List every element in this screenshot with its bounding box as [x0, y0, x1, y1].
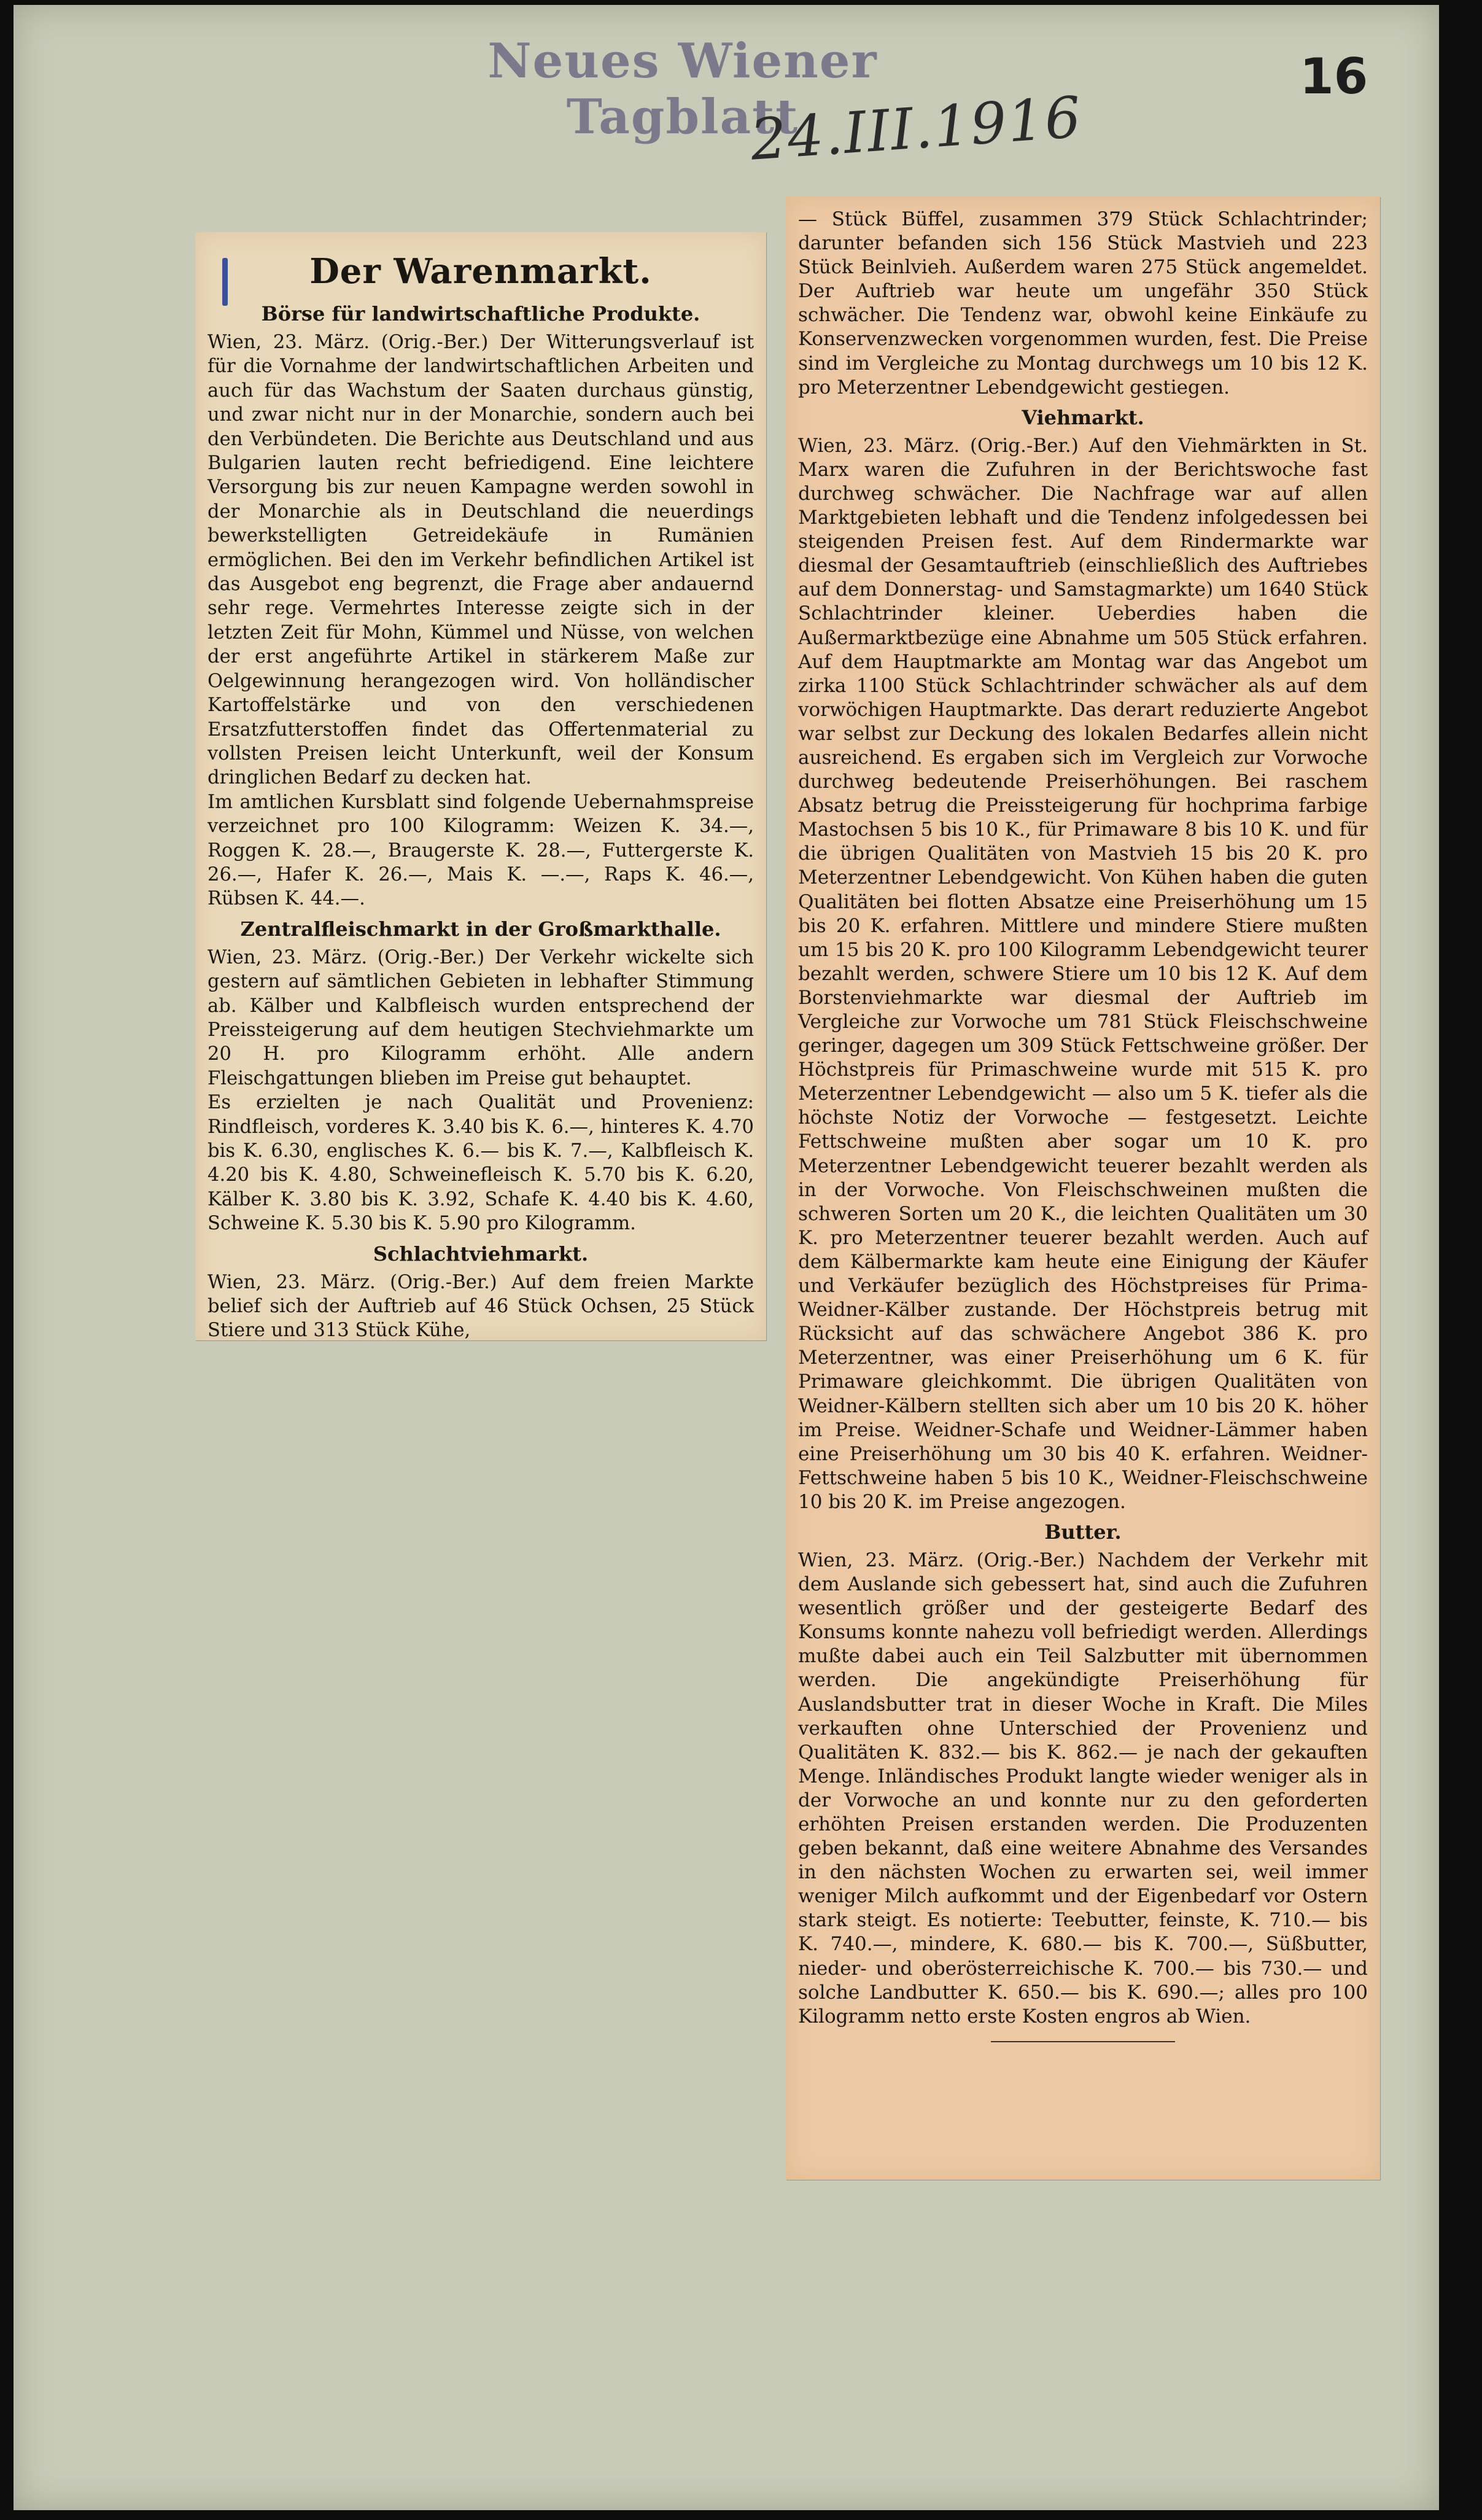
section-heading-butter: Butter. — [1044, 1520, 1122, 1544]
clipping-right — [786, 196, 1380, 2180]
paragraph-continuation: — Stück Büffel, zusammen 379 Stück Schlachtrinder; darunter befanden sich 156 Stück Mastvieh und 223 Stück Beinlvieh. Außerdem waren 275 Stück angemeldet. Der Auftrieb war heute um ungefähr 350 Stück schwächer. Die Tendenz war, obwohl keine Einkäufe zu Konservenzwecken vorgenommen wurden, fest. Die Preise sind im Vergleiche zu Montag durchwegs um 10 bis 12 K. pro Meterzentner Lebendgewicht gestiegen. — [798, 208, 1368, 399]
paragraph-butter: Wien, 23. März. (Orig.-Ber.) Nachdem der Verkehr mit dem Auslande sich gebessert hat, sind auch die Zufuhren wesentlich größer und der gesteigerte Bedarf des Konsums konnte nahezu voll befriedigt werden. Allerdings mußte dabei auch ein Teil Salzbutter mit übernommen werden. Die angekündigte Preiserhöhung für Auslandsbutter trat in dieser Woche in Kraft. Die Miles verkauften ohne Unterschied der Provenienz und Qualitäten K. 832.— bis K. 862.— je nach der gekauften Menge. Inländisches Produkt langte wieder weniger als in der Vorwoche an und konnte nur zu den geforderten erhöhten Preisen erstanden werden. Die Produzenten geben bekannt, daß eine weitere Abnahme des Versandes in den nächsten Wochen zu erwarten sei, weil immer weniger Milch aufkommt und der Eigenbedarf vor Ostern stark steigt. Es notierte: Teebutter, feinste, K. 710.— bis K. 740.—, mindere, K. 680.— bis K. 700.—, Süßbutter, nieder- und oberösterreichische K. 700.— bis 730.— und solche Landbutter K. 650.— bis K. 690.—; alles pro 100 Kilogramm netto erste Kosten engros ab Wien. — [798, 1549, 1368, 2028]
newspaper-stamp: Neues Wiener Tagblatt — [487, 33, 878, 145]
page-number: 16 — [1300, 48, 1368, 105]
paragraph-viehmarkt: Wien, 23. März. (Orig.-Ber.) Auf den Viehmärkten in St. Marx waren die Zufuhren in der Berichtswoche fast durchweg schwächer. Die Nachfrage war auf allen Marktgebieten lebhaft und die Tendenz infolgedessen bei steigenden Preisen fest. Auf dem Rindermarkte war diesmal der Gesamtauftrieb (einschließlich des Auftriebes auf dem Donnerstag- und Samstagmarkte) um 1640 Stück Schlachtrinder kleiner. Ueberdies haben die Außermarktbezüge eine Abnahme um 505 Stück erfahren. Auf dem Hauptmarkte am Montag war das Angebot um zirka 1100 Stück Schlachtrinder schwächer als auf dem vorwöchigen Hauptmarkte. Das derart reduzierte Angebot war selbst zur Deckung des lokalen Bedarfes allein nicht ausreichend. Es ergaben sich im Vergleich zur Vorwoche durchweg bedeutende Preiserhöhungen. Bei raschem Absatz betrug die Preissteigerung für hochprima farbige Mastochsen 5 bis 10 K., für Primaware 8 bis 10 K. und für die übrigen Qualitäten von Mastvieh 15 bis 20 K. pro Meterzentner Lebendgewicht. Von Kühen haben die guten Qualitäten bei flotten Absatze eine Preiserhöhung um 15 bis 20 K. erfahren. Mittlere und mindere Stiere mußten um 15 bis 20 K. pro 100 Kilogramm Lebendgewicht teurer bezahlt werden, schwere Stiere um 10 bis 12 K. Auf dem Borstenviehmarkte war diesmal der Auftrieb im Vergleiche zur Vorwoche um 781 Stück Fleischschweine geringer, dagegen um 309 Stück Fettschweine größer. Der Höchstpreis für Primaschweine wurde mit 515 K. pro Meterzentner Lebendgewicht — also um 5 K. tiefer als die höchste Notiz der Vorwoche — festgesetzt. Leichte Fettschweine mußten aber sogar um 10 K. pro Meterzentner Lebendgewicht teuerer bezahlt werden als in der Vorwoche. Von Fleischschweinen mußten die schweren Sorten um 20 K., die leichten Qualitäten um 30 K. pro Meterzentner teuerer bezahlt werden. Auch auf dem Kälbermarkte kam heute eine Einigung der Käufer und Verkäufer bezüglich des Höchstpreises für Prima-Weidner-Kälber zustande. Der Höchstpreis betrug mit Rücksicht auf das schwächere Angebot 386 K. pro Meterzentner, was einer Preiserhöhung um 6 K. für Primaware gleichkommt. Die übrigen Qualitäten von Weidner-Kälbern stellten sich aber um 10 bis 20 K. höher im Preise. Weidner-Schafe und Weidner-Lämmer haben eine Preiserhöhung um 30 bis 40 K. erfahren. Weidner-Fettschweine haben 5 bis 10 K., Weidner-Fleischschweine 10 bis 20 K. im Preise angezogen. — [798, 434, 1368, 1513]
section-heading-boerse: Börse für landwirtschaftliche Produkte. — [261, 302, 700, 325]
paragraph-zentralfleischmarkt: Wien, 23. März. (Orig.-Ber.) Der Verkehr wickelte sich gestern auf sämtlichen Gebieten in lebhafter Stimmung ab. Kälber und Kalbfleisch wurden entsprechend der Preissteigerung auf dem heutigen Stechviehmarkte um 20 H. pro Kilogramm erhöht. Alle andern Fleischgattungen blieben im Preise gut behauptet. — [208, 946, 754, 1089]
article-title: Der Warenmarkt. — [309, 251, 652, 292]
paragraph-boerse: Wien, 23. März. (Orig.-Ber.) Der Witterungsverlauf ist für die Vornahme der landwirtschaftlichen Arbeiten und auch für das Wachstum der Saaten durchaus günstig, und zwar nicht nur in der Monarchie, sondern auch bei den Verbündeten. Die Berichte aus Deutschland und aus Bulgarien lauten recht befriedigend. Eine leichtere Versorgung bis zur neuen Kampagne werden sowohl in der Monarchie als in Deutschland die neuerdings bewerkstelligten Getreidekäufe in Rumänien ermöglichen. Bei den im Verkehr befindlichen Artikel ist das Ausgebot eng begrenzt, die Frage aber andauernd sehr rege. Vermehrtes Interesse zeigte sich in der letzten Zeit für Mohn, Kümmel und Nüsse, von welchen der erst angeführte Artikel in stärkerem Maße zur Oelgewinnung herangezogen wird. Von holländischer Kartoffelstärke und von den verschiedenen Ersatzfutterstoffen findet das Offertenmaterial zu vollsten Preisen leicht Unterkunft, weil der Konsum dringlichen Bedarf zu decken hat. — [208, 332, 754, 789]
blue-pencil-mark — [222, 258, 228, 306]
section-heading-zentralfleischmarkt: Zentralfleischmarkt in der Großmarkthalle. — [240, 917, 721, 941]
paragraph-fleischpreise: Es erzielten je nach Qualität und Provenienz: Rindfleisch, vorderes K. 3.40 bis K. 6.—, hinteres K. 4.70 bis K. 6.30, englisches K. 6.— bis K. 7.—, Kalbfleisch K. 4.20 bis K. 4.80, Schweinefleisch K. 5.70 bis K. 6.20, Kälber K. 3.80 bis K. 3.92, Schafe K. 4.40 bis K. 4.60, Schweine K. 5.30 bis K. 5.90 pro Kilogramm. — [208, 1092, 754, 1235]
section-heading-schlachtviehmarkt: Schlachtviehmarkt. — [373, 1242, 589, 1266]
paragraph-kursblatt: Im amtlichen Kursblatt sind folgende Uebernahmspreise verzeichnet pro 100 Kilogramm: Weizen K. 34.—, Roggen K. 28.—, Braugerste K. 28.—, Futtergerste K. 26.—, Hafer K. 26.—, Mais K. —.—, Raps K. 46.—, Rübsen K. 44.—. — [208, 791, 754, 910]
handwritten-date: 24.III.1916 — [748, 84, 1084, 173]
clipping-left — [195, 232, 766, 1340]
closing-rule — [991, 2041, 1175, 2042]
paragraph-schlachtviehmarkt: Wien, 23. März. (Orig.-Ber.) Auf dem freien Markte belief sich der Auftrieb auf 46 Stück Ochsen, 25 Stück Stiere und 313 Stück Kühe, — [208, 1271, 754, 1342]
section-heading-viehmarkt: Viehmarkt. — [1022, 405, 1144, 429]
